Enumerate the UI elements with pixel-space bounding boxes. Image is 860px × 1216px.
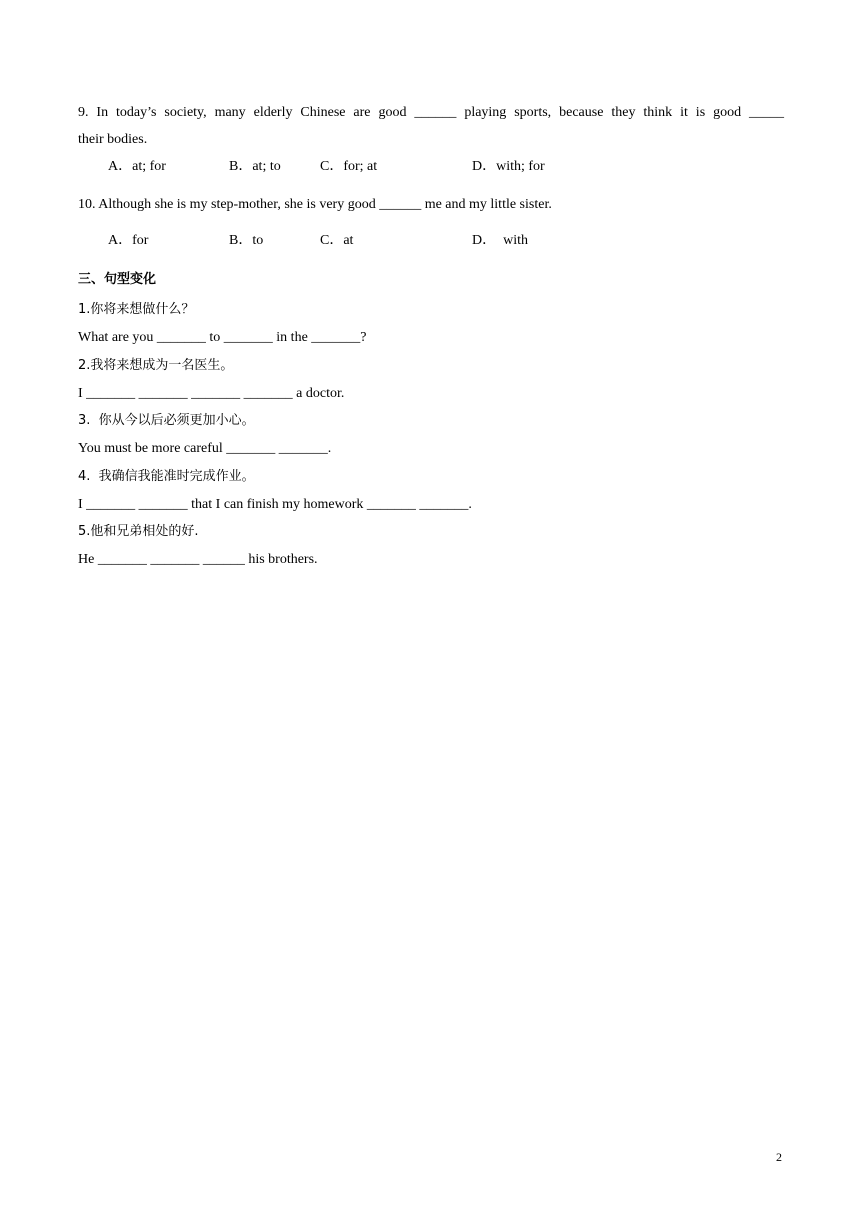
sentence-5-chinese: 5.他和兄弟相处的好. xyxy=(78,524,199,539)
sentence-2-english: I _______ _______ _______ _______ a doctor. xyxy=(78,386,345,401)
question-9-line-1: 9. In today’s society, many elderly Chinese are good ______ playing sports, because they think it is good _____ xyxy=(78,105,784,120)
question-10-option-c: C．at xyxy=(320,233,354,248)
sentence-4-chinese: 4. 我确信我能准时完成作业。 xyxy=(78,469,255,484)
question-10-option-b: B．to xyxy=(229,233,264,248)
section-3-heading: 三、句型变化 xyxy=(78,272,157,287)
sentence-3-chinese: 3. 你从今以后必须更加小心。 xyxy=(78,413,255,428)
sentence-1-chinese: 1.你将来想做什么？ xyxy=(78,302,195,317)
question-9-option-d: D．with; for xyxy=(472,159,545,174)
sentence-1-english: What are you _______ to _______ in the _______? xyxy=(78,330,367,345)
sentence-3-english: You must be more careful _______ _______. xyxy=(78,441,332,456)
question-9-option-b: B．at; to xyxy=(229,159,281,174)
page-number: 2 xyxy=(776,1150,782,1164)
sentence-5-english: He _______ _______ ______ his brothers. xyxy=(78,552,318,567)
sentence-4-english: I _______ _______ that I can finish my homework _______ _______. xyxy=(78,497,472,512)
question-9-line-2: their bodies. xyxy=(78,132,148,147)
question-9-option-c: C．for; at xyxy=(320,159,378,174)
question-9-option-a: A．at; for xyxy=(108,159,166,174)
question-10-option-a: A．for xyxy=(108,233,149,248)
sentence-2-chinese: 2.我将来想成为一名医生。 xyxy=(78,358,234,373)
question-10-option-d: D． with xyxy=(472,233,528,248)
question-10-stem: 10. Although she is my step-mother, she is very good ______ me and my little sister. xyxy=(78,197,552,212)
